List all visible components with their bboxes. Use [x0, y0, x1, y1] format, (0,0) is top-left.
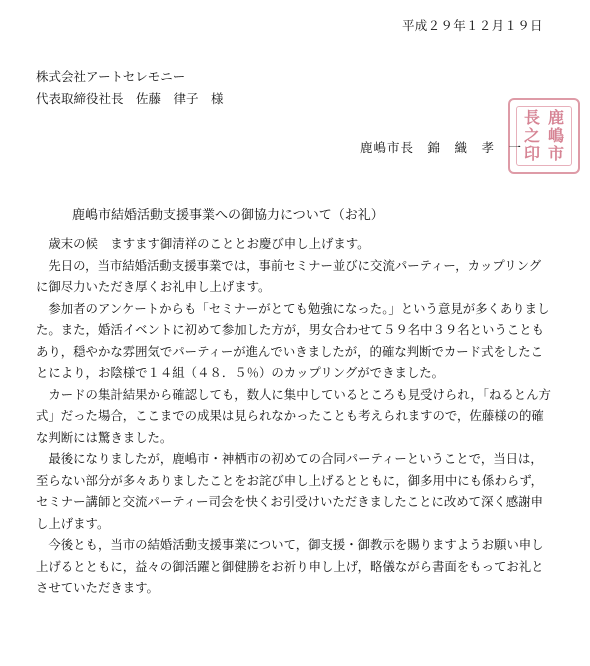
seal-char: 長: [524, 108, 541, 127]
letter-body: [36, 233, 556, 599]
body-line: 先日の，当市結婚活動支援事業では，事前セミナー並びに交流パーティー，カップリング: [36, 257, 542, 273]
body-line: な判断には驚きました。: [36, 429, 173, 445]
body-line: させていただきます。: [36, 580, 159, 595]
body-line: とにより，お陰様で１４組（４８．５％）のカップリングができました。: [36, 365, 445, 380]
seal-char: 印: [524, 144, 541, 163]
letter-title: 鹿嶋市結婚活動支援事業への御協力について（お礼）: [72, 208, 384, 223]
body-line: カードの集計結果から確認しても，数人に集中しているところも見受けられ，「ねるとん方: [36, 386, 551, 402]
body-line: 今後とも，当市の結婚活動支援事業について，御支援・御教示を賜りますようお願い申し: [36, 537, 544, 552]
seal-char: 之: [524, 126, 541, 145]
body-line: 式」だった場合，ここまでの成果は見られなかったことも考えられますので，佐藤様の的確: [36, 408, 544, 423]
seal-char: 鹿: [548, 108, 565, 127]
sender-name: 鹿嶋市長 錦 織 孝 一: [360, 140, 523, 155]
body-line: あり，穏やかな雰囲気でパーティーが進んでいきましたが，的確な判断でカード式をしたこ: [36, 343, 544, 359]
body-line: 最後になりましたが，鹿嶋市・神栖市の初めての合同パーティーということで，当日は，: [36, 451, 543, 466]
letter-date: 平成２９年１２月１９日: [402, 18, 543, 33]
body-line: し上げます。: [36, 515, 110, 531]
body-line: た。また，婚活イベントに初めて参加した方が，男女合わせて５９名中３９名ということも: [36, 322, 545, 337]
seal-char: 嶋: [548, 126, 565, 145]
body-line: 上げるとともに，益々の御活躍と御健勝をお祈り申し上げ，略儀ながら書面をもってお礼と: [36, 558, 544, 574]
seal-char: 市: [548, 144, 565, 163]
body-line: セミナー講師と交流パーティー司会を快くお引受けいただきましたことに改めて深く感謝申: [36, 494, 544, 509]
addressee-person: 代表取締役社長 佐藤 律子 様: [36, 91, 224, 106]
body-line: に御尽力いただき厚くお礼申し上げます。: [36, 279, 271, 294]
addressee-block: [36, 66, 224, 110]
addressee-company: 株式会社アートセレモニー: [36, 69, 186, 84]
body-line: 参加者のアンケートからも「セミナーがとても勉強になった。」という意見が多くありまし: [36, 300, 550, 316]
official-seal-stamp: [508, 98, 580, 174]
body-line: 至らない部分が多々ありましたことをお詫び申し上げるとともに，御多用中にも係わらず，: [36, 472, 544, 488]
body-line: 歳末の候 ますます御清祥のこととお慶び申し上げます。: [36, 236, 370, 251]
